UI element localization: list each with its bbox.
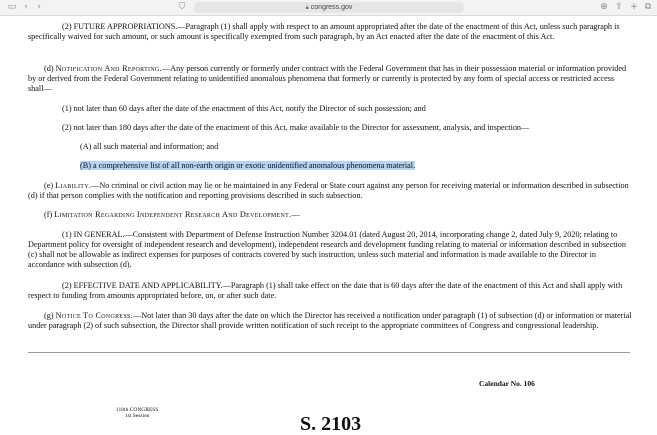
subsection-d-paragraph-2: (2) not later than 180 days after the date of the enactment of this Act, make available to the Director for assessment, analysis, and inspection— <box>62 123 530 132</box>
subsection-text: —No criminal or civil action may lie or be maintained in any Federal or State court against any person for receiving material or information described in subsection (d) if that person complies with the notification and reporting provisions described in such subsection. <box>28 181 629 200</box>
subsection-number: (d) <box>44 64 54 73</box>
paragraph-number: (2) <box>62 22 72 31</box>
subsection-number: (f) <box>44 210 53 219</box>
share-icon[interactable]: ⇪ <box>615 2 623 12</box>
subsection-d-paragraph-1: (1) not later than 60 days after the date of the enactment of this Act, notify the Director of such possession; and <box>62 104 426 113</box>
subsection-text: —Not later than 30 days after the date on which the Director has received a notification under paragraph (1) of subsection (d) or information or material under paragraph (2) of such subsection, the Director shall provide written notification of such receipt to the appropriate committees of Congress and congressional leadership. <box>28 311 632 330</box>
bill-number: S. 2103 <box>300 413 362 435</box>
paragraph-heading: FUTURE APPROPRIATIONS. <box>73 22 178 31</box>
chevron-left-icon[interactable]: ‹ <box>24 2 28 12</box>
address-bar[interactable] <box>194 2 464 13</box>
subsection-heading: Notification And Reporting. <box>55 64 162 73</box>
url-text: congress.gov <box>310 4 353 11</box>
paragraph-text: —Paragraph (1) shall apply with respect to an amount appropriated after the date of the enactment of this Act, unless such paragraph is specifically waived for such amount, or such amount is specifically exempted from such paragraph, by an Act enacted after the date of the enactment of this Act. <box>28 22 620 41</box>
subsection-e <box>28 181 630 201</box>
subsection-heading: Notice To Congress. <box>55 311 133 320</box>
plus-icon[interactable]: + <box>630 2 638 12</box>
subsection-f-paragraph-2 <box>28 281 632 301</box>
calendar-number: Calendar No. 106 <box>479 379 535 388</box>
download-icon[interactable]: ⊕ <box>600 2 608 12</box>
paragraph-heading: EFFECTIVE DATE AND APPLICABILITY. <box>73 281 223 290</box>
subsection-f-paragraph-1 <box>28 230 632 270</box>
subsection-heading: Limitation Regarding Independent Research And Development. <box>54 210 292 219</box>
subparagraph-a: (A) all such material and information; and <box>80 142 219 151</box>
tabs-icon[interactable]: ⧉ <box>644 2 652 12</box>
paragraph-2-future-appropriations <box>28 22 630 42</box>
paragraph-number: (2) <box>62 281 72 290</box>
congress-session <box>116 407 158 419</box>
subsection-g <box>28 311 632 331</box>
sidebar-icon[interactable]: ▭ <box>7 2 17 12</box>
subsection-text: —Any person currently or formerly under contract with the Federal Government that has in their possession material or information provided by or derived from the Federal Government relating to unidentified anomalous phenomena that formerly or currently is protected by any form of special access or restricted access shall— <box>28 64 627 93</box>
lock-icon: 🔒︎ <box>305 5 309 11</box>
subsection-dash: — <box>291 210 300 219</box>
paragraph-text: —Consistent with Department of Defense Instruction Number 3204.01 (dated August 20, 2014, incorporating change 2, dated July 9, 2020; relating to Department policy for oversight of independent research and development), independent research and development funding relating to material or information described in subsection (c) shall not be allowable as indirect expenses for purposes of contracts covered by such instruction, unless such material and information is made available to the Director in accordance with subsection (d). <box>28 230 626 269</box>
subsection-f <box>44 210 630 220</box>
chevron-right-icon[interactable]: › <box>37 2 41 12</box>
paragraph-number: (1) <box>62 230 72 239</box>
subsection-d <box>28 64 630 94</box>
browser-toolbar <box>0 0 657 16</box>
subsection-number: (e) <box>44 181 54 190</box>
congress-label: 118th CONGRESS <box>116 407 159 413</box>
subsection-heading: Liability. <box>55 181 92 190</box>
bill-document <box>0 16 657 435</box>
subsection-number: (g) <box>44 311 54 320</box>
subparagraph-b <box>80 161 640 171</box>
highlighted-text[interactable]: (B) a comprehensive list of all non-earth origin or exotic unidentified anomalous phenomena material. <box>80 161 416 170</box>
paragraph-heading: IN GENERAL. <box>73 230 125 239</box>
paragraph-text: —Paragraph (1) shall take effect on the date that is 60 days after the date of the enactment of this Act and shall apply with respect to funding from amounts appropriated before, on, or after such date. <box>28 281 623 300</box>
section-divider <box>28 352 630 353</box>
session-label: 1st Session <box>124 413 150 419</box>
shield-icon[interactable]: ⛉ <box>178 2 186 12</box>
